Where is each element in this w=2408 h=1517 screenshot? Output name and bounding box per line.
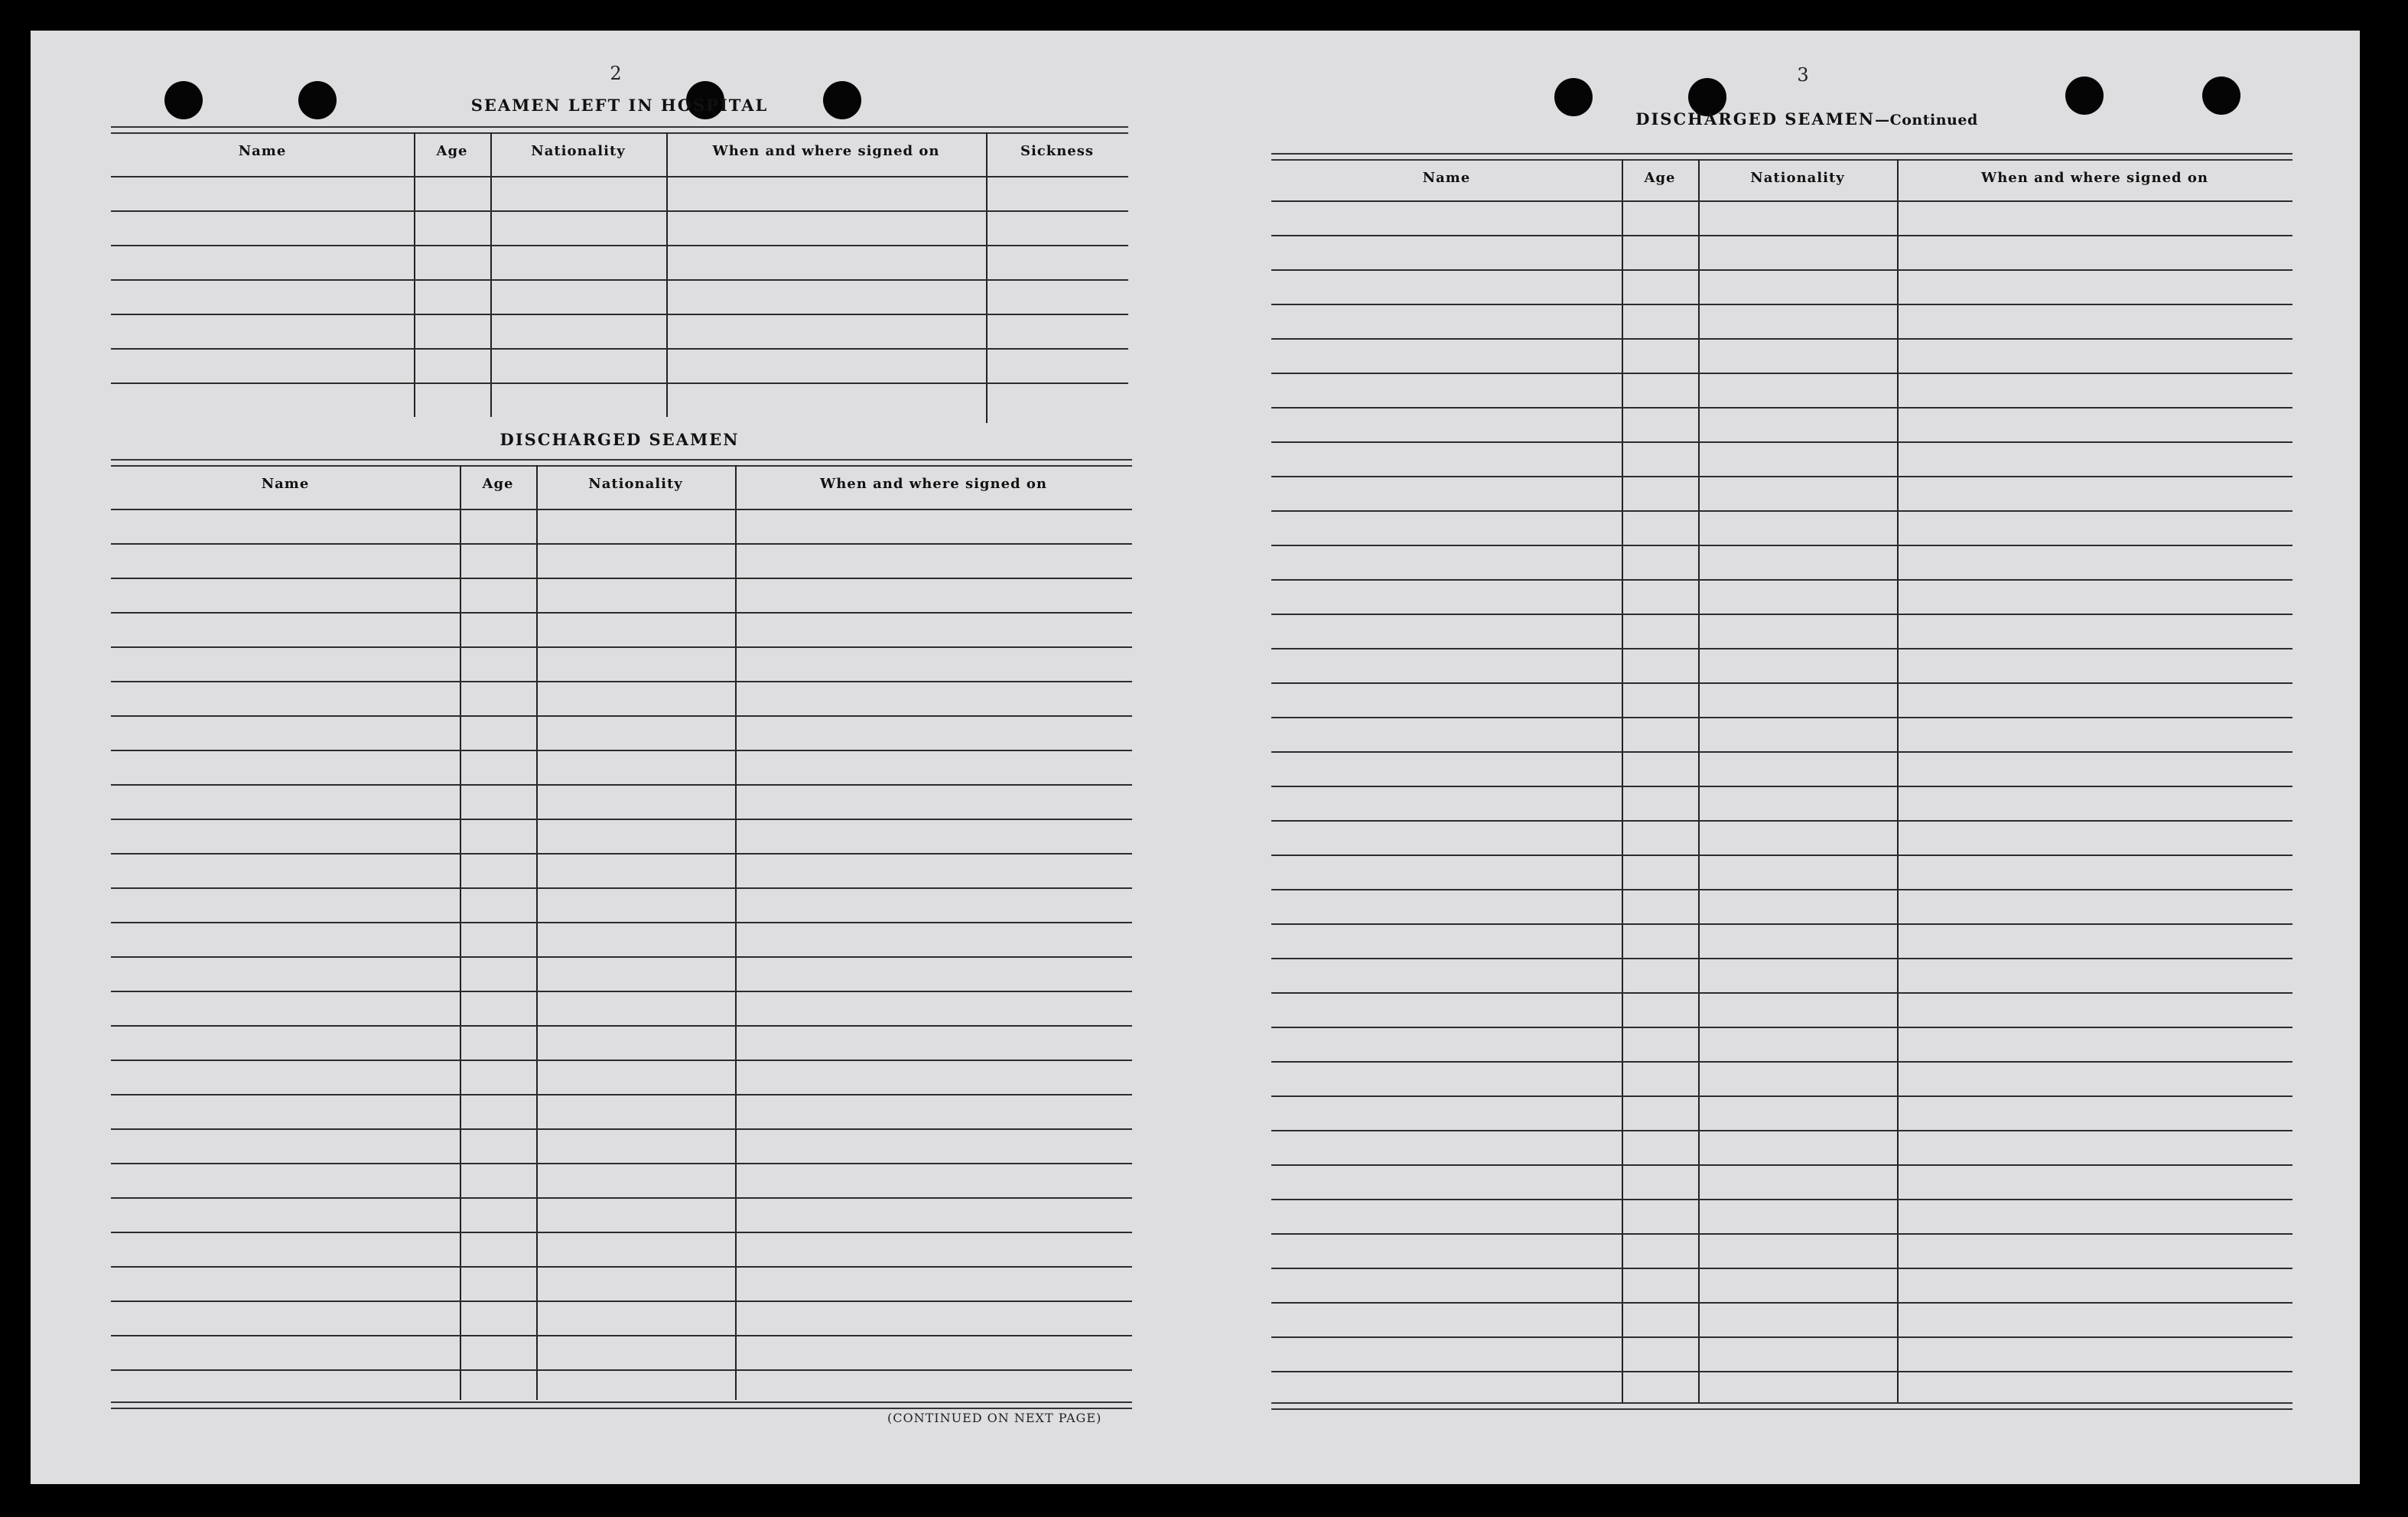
row-rule bbox=[111, 956, 1132, 958]
row-rule bbox=[111, 543, 1132, 545]
page-number: 3 bbox=[1797, 64, 1809, 86]
row-rule bbox=[111, 646, 1132, 648]
row-rule bbox=[111, 715, 1132, 717]
discharged-continued-table bbox=[1271, 153, 2292, 1438]
column-header-name: Name bbox=[1422, 170, 1471, 186]
punch-hole bbox=[298, 81, 337, 119]
row-rule bbox=[1271, 1061, 2292, 1063]
row-rule bbox=[111, 279, 1128, 281]
row-rule bbox=[1271, 304, 2292, 305]
row-rule bbox=[111, 1060, 1132, 1061]
section-title-discharged-continued bbox=[1593, 109, 2021, 129]
row-rule bbox=[1271, 648, 2292, 649]
row-rule bbox=[1271, 407, 2292, 409]
table-top-rule bbox=[111, 126, 1128, 134]
row-rule bbox=[1271, 373, 2292, 374]
column-divider bbox=[460, 465, 461, 1400]
row-rule bbox=[1271, 751, 2292, 753]
column-header-name: Name bbox=[238, 143, 287, 159]
row-rule bbox=[111, 750, 1132, 751]
row-rule bbox=[111, 509, 1132, 510]
row-rule bbox=[111, 681, 1132, 682]
row-rule bbox=[1271, 1302, 2292, 1304]
row-rule bbox=[111, 314, 1128, 315]
row-rule bbox=[1271, 682, 2292, 684]
row-rule bbox=[1271, 1027, 2292, 1028]
row-rule bbox=[1271, 545, 2292, 546]
row-rule bbox=[111, 1163, 1132, 1164]
row-rule bbox=[1271, 1095, 2292, 1097]
row-rule bbox=[111, 784, 1132, 786]
row-rule bbox=[1271, 476, 2292, 477]
row-rule bbox=[111, 1025, 1132, 1027]
right-page bbox=[1195, 31, 2360, 1484]
row-rule bbox=[1271, 235, 2292, 236]
table-bottom-rule bbox=[1271, 1402, 2292, 1410]
row-rule bbox=[1271, 958, 2292, 959]
row-rule bbox=[1271, 200, 2292, 202]
row-rule bbox=[1271, 1336, 2292, 1338]
punch-hole bbox=[164, 81, 203, 119]
row-rule bbox=[1271, 269, 2292, 271]
row-rule bbox=[111, 1232, 1132, 1233]
punch-hole bbox=[1554, 78, 1593, 116]
punch-hole bbox=[2202, 77, 2240, 115]
row-rule bbox=[111, 612, 1132, 614]
row-rule bbox=[111, 1197, 1132, 1199]
column-header-nationality: Nationality bbox=[588, 476, 683, 492]
row-rule bbox=[1271, 717, 2292, 718]
hospital-table bbox=[111, 126, 1128, 448]
column-header-signed-on: When and where signed on bbox=[820, 476, 1047, 492]
row-rule bbox=[111, 991, 1132, 992]
row-rule bbox=[1271, 579, 2292, 581]
column-header-signed-on: When and where signed on bbox=[712, 143, 940, 159]
row-rule bbox=[1271, 855, 2292, 856]
row-rule bbox=[111, 210, 1128, 212]
row-rule bbox=[1271, 923, 2292, 925]
page-number: 2 bbox=[610, 63, 622, 84]
column-divider bbox=[1897, 159, 1899, 1402]
row-rule bbox=[111, 1094, 1132, 1095]
row-rule bbox=[1271, 510, 2292, 512]
table-bottom-rule bbox=[111, 1401, 1132, 1409]
discharged-table bbox=[111, 459, 1132, 1454]
title-main: DISCHARGED SEAMEN bbox=[1635, 109, 1876, 129]
row-rule bbox=[111, 348, 1128, 350]
row-rule bbox=[1271, 1164, 2292, 1166]
column-header-name: Name bbox=[261, 476, 310, 492]
section-title-discharged: DISCHARGED SEAMEN bbox=[499, 430, 740, 449]
column-header-age: Age bbox=[482, 476, 514, 492]
row-rule bbox=[111, 383, 1128, 384]
ledger-sheet bbox=[31, 31, 2360, 1484]
row-rule bbox=[1271, 889, 2292, 890]
row-rule bbox=[111, 1301, 1132, 1302]
column-header-signed-on: When and where signed on bbox=[1981, 170, 2208, 186]
row-rule bbox=[111, 922, 1132, 923]
section-title-hospital: SEAMEN LEFT IN HOSPITAL bbox=[470, 96, 769, 115]
left-page bbox=[31, 31, 1195, 1484]
row-rule bbox=[111, 1335, 1132, 1336]
continued-note: (CONTINUED ON NEXT PAGE) bbox=[887, 1411, 1102, 1425]
row-rule bbox=[1271, 1233, 2292, 1235]
row-rule bbox=[111, 1128, 1132, 1130]
row-rule bbox=[1271, 786, 2292, 787]
column-divider bbox=[735, 465, 737, 1400]
column-header-nationality: Nationality bbox=[531, 143, 626, 159]
table-top-rule bbox=[111, 459, 1132, 467]
punch-hole bbox=[823, 81, 861, 119]
row-rule bbox=[1271, 338, 2292, 340]
row-rule bbox=[1271, 820, 2292, 822]
table-top-rule bbox=[1271, 153, 2292, 161]
row-rule bbox=[111, 578, 1132, 579]
column-divider bbox=[1698, 159, 1700, 1402]
row-rule bbox=[1271, 441, 2292, 443]
row-rule bbox=[1271, 1199, 2292, 1200]
punch-hole bbox=[2065, 77, 2104, 115]
column-divider bbox=[490, 132, 492, 417]
row-rule bbox=[111, 853, 1132, 855]
row-rule bbox=[111, 887, 1132, 889]
row-rule bbox=[111, 1266, 1132, 1268]
column-divider bbox=[536, 465, 538, 1400]
title-suffix: —Continued bbox=[1875, 112, 1978, 129]
column-header-age: Age bbox=[1644, 170, 1676, 186]
column-header-sickness: Sickness bbox=[1020, 143, 1095, 159]
row-rule bbox=[1271, 1268, 2292, 1269]
row-rule bbox=[111, 819, 1132, 820]
row-rule bbox=[1271, 1371, 2292, 1372]
column-header-nationality: Nationality bbox=[1750, 170, 1845, 186]
row-rule bbox=[111, 176, 1128, 177]
row-rule bbox=[111, 1369, 1132, 1371]
row-rule bbox=[111, 245, 1128, 246]
row-rule bbox=[1271, 992, 2292, 994]
row-rule bbox=[1271, 614, 2292, 615]
column-divider bbox=[1622, 159, 1623, 1402]
column-divider bbox=[414, 132, 415, 417]
row-rule bbox=[1271, 1130, 2292, 1131]
column-divider bbox=[666, 132, 668, 417]
column-header-age: Age bbox=[436, 143, 468, 159]
